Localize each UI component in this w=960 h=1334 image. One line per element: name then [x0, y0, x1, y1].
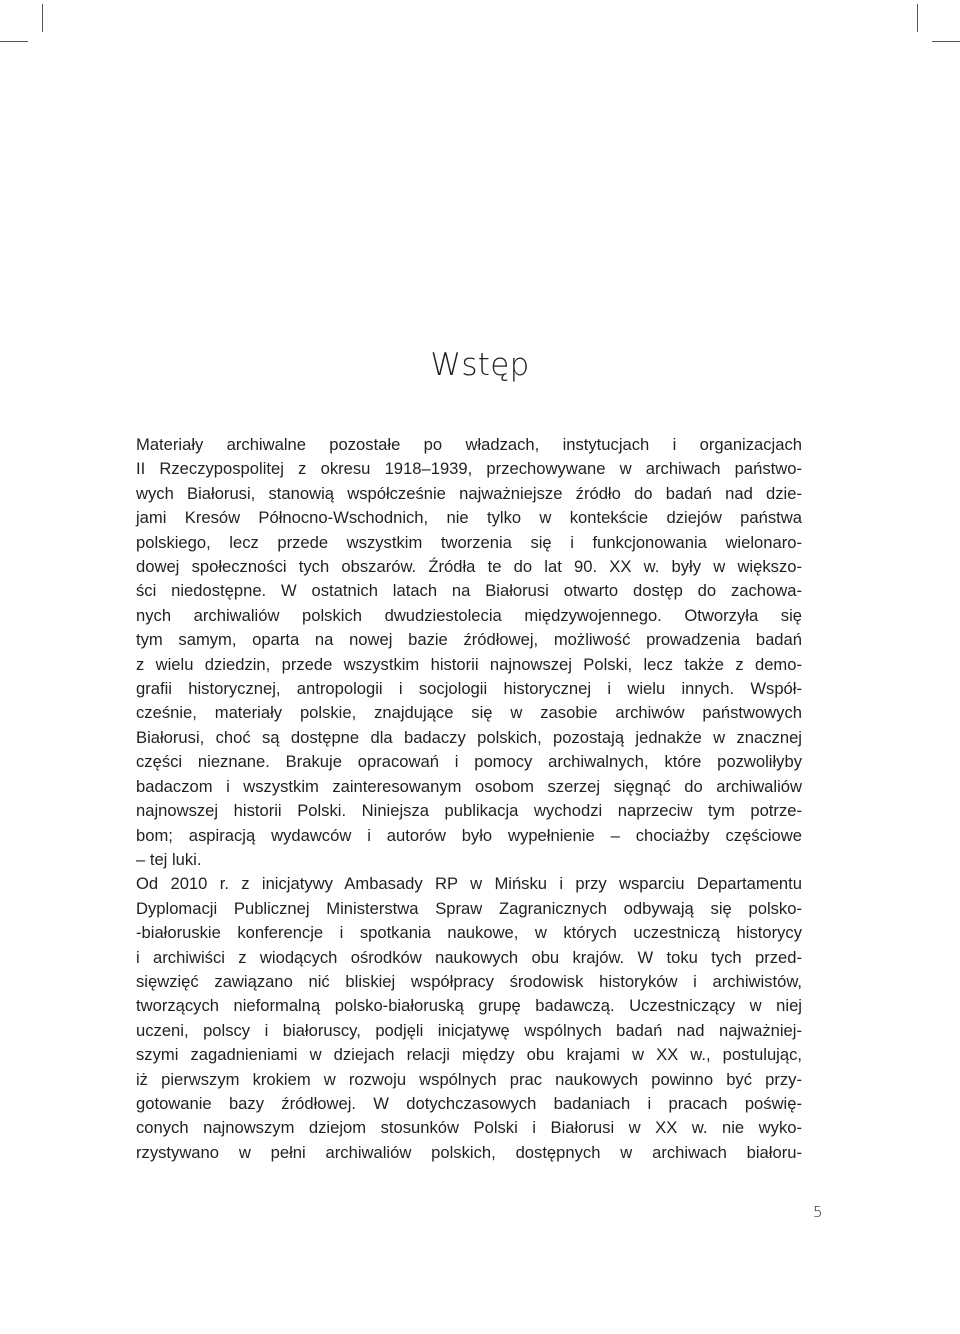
- text-line: części nieznane. Brakuje opracowań i pomocy archiwalnych, które pozwoliłyby: [136, 752, 802, 772]
- crop-mark: [932, 41, 960, 42]
- text-line: II Rzeczypospolitej z okresu 1918–1939, przechowywane w archiwach państwo-: [136, 459, 802, 479]
- text-line: szymi zagadnieniami w dziejach relacji między obu krajami w XX w., postulując,: [136, 1045, 802, 1065]
- text-line: Materiały archiwalne pozostałe po władzach, instytucjach i organizacjach: [136, 435, 802, 454]
- crop-mark: [917, 4, 918, 32]
- text-line: -białoruskie konferencje i spotkania naukowe, w których uczestniczą historycy: [136, 923, 802, 943]
- text-line: ści niedostępne. W ostatnich latach na Białorusi otwarto dostęp do zachowa-: [136, 581, 802, 601]
- text-line: najnowszej historii Polski. Niniejsza publikacja wychodzi naprzeciw tym potrze-: [136, 801, 802, 821]
- text-line: cześnie, materiały polskie, znajdujące się w zasobie archiwów państwowych: [136, 703, 802, 723]
- text-line: Dyplomacji Publicznej Ministerstwa Spraw Zagranicznych odbywają się polsko-: [136, 898, 802, 918]
- crop-mark: [0, 41, 28, 42]
- crop-mark: [42, 4, 43, 32]
- text-line: wych Białorusi, stanowią współcześnie najważniejsze źródło do badań nad dzie-: [136, 483, 802, 503]
- text-line: tworzących nieformalną polsko-białoruską grupę badawczą. Uczestniczący w niej: [136, 996, 802, 1016]
- text-line: uczeni, polscy i białoruscy, podjęli inicjatywę wspólnych badań nad najważniej-: [136, 1020, 802, 1040]
- text-line: dowej społeczności tych obszarów. Źródła te do lat 90. XX w. były w większo-: [136, 557, 802, 577]
- text-line: – tej luki.: [136, 849, 202, 869]
- text-line: sięwzięć zawiązano nić bliskiej współpracy środowisk historyków i archiwistów,: [136, 971, 802, 991]
- page-number: 5: [813, 1203, 823, 1221]
- text-line: badaczom i wszystkim zainteresowanym osobom szerzej sięgnąć do archiwaliów: [136, 776, 802, 796]
- text-line: polskiego, lecz przede wszystkim tworzenia się i funkcjonowania wielonaro-: [136, 532, 802, 552]
- text-line: Od 2010 r. z inicjatywy Ambasady RP w Mińsku i przy wsparciu Departamentu: [136, 874, 802, 894]
- text-line: i archiwiści z wiodących ośrodków naukowych obu krajów. W toku tych przed-: [136, 947, 802, 967]
- text-line: rzystywano w pełni archiwaliów polskich, dostępnych w archiwach białoru-: [136, 1142, 802, 1162]
- text-line: jami Kresów Północno-Wschodnich, nie tylko w kontekście dziejów państwa: [136, 508, 802, 528]
- text-line: conych najnowszym dziejom stosunków Polski i Białorusi w XX w. nie wyko-: [136, 1118, 802, 1138]
- text-line: tym samym, oparta na nowej bazie źródłowej, możliwość prowadzenia badań: [136, 630, 802, 650]
- text-line: bom; aspiracją wydawców i autorów było wypełnienie – chociażby częściowe: [136, 825, 802, 845]
- text-line: Białorusi, choć są dostępne dla badaczy polskich, pozostają jednakże w znacznej: [136, 727, 802, 747]
- page-title: Wstęp: [430, 347, 530, 383]
- text-line: iż pierwszym krokiem w rozwoju wspólnych prac naukowych powinno być przy-: [136, 1069, 802, 1089]
- text-line: nych archiwaliów polskich dwudziestolecia międzywojennego. Otworzyła się: [136, 605, 802, 625]
- text-line: gotowanie bazy źródłowej. W dotychczasowych badaniach i pracach poświę-: [136, 1093, 802, 1113]
- body-text: [136, 433, 802, 1165]
- text-line: z wielu dziedzin, przede wszystkim historii najnowszej Polski, lecz także z demo-: [136, 654, 802, 674]
- text-line: grafii historycznej, antropologii i socjologii historycznej i wielu innych. Współ-: [136, 679, 802, 699]
